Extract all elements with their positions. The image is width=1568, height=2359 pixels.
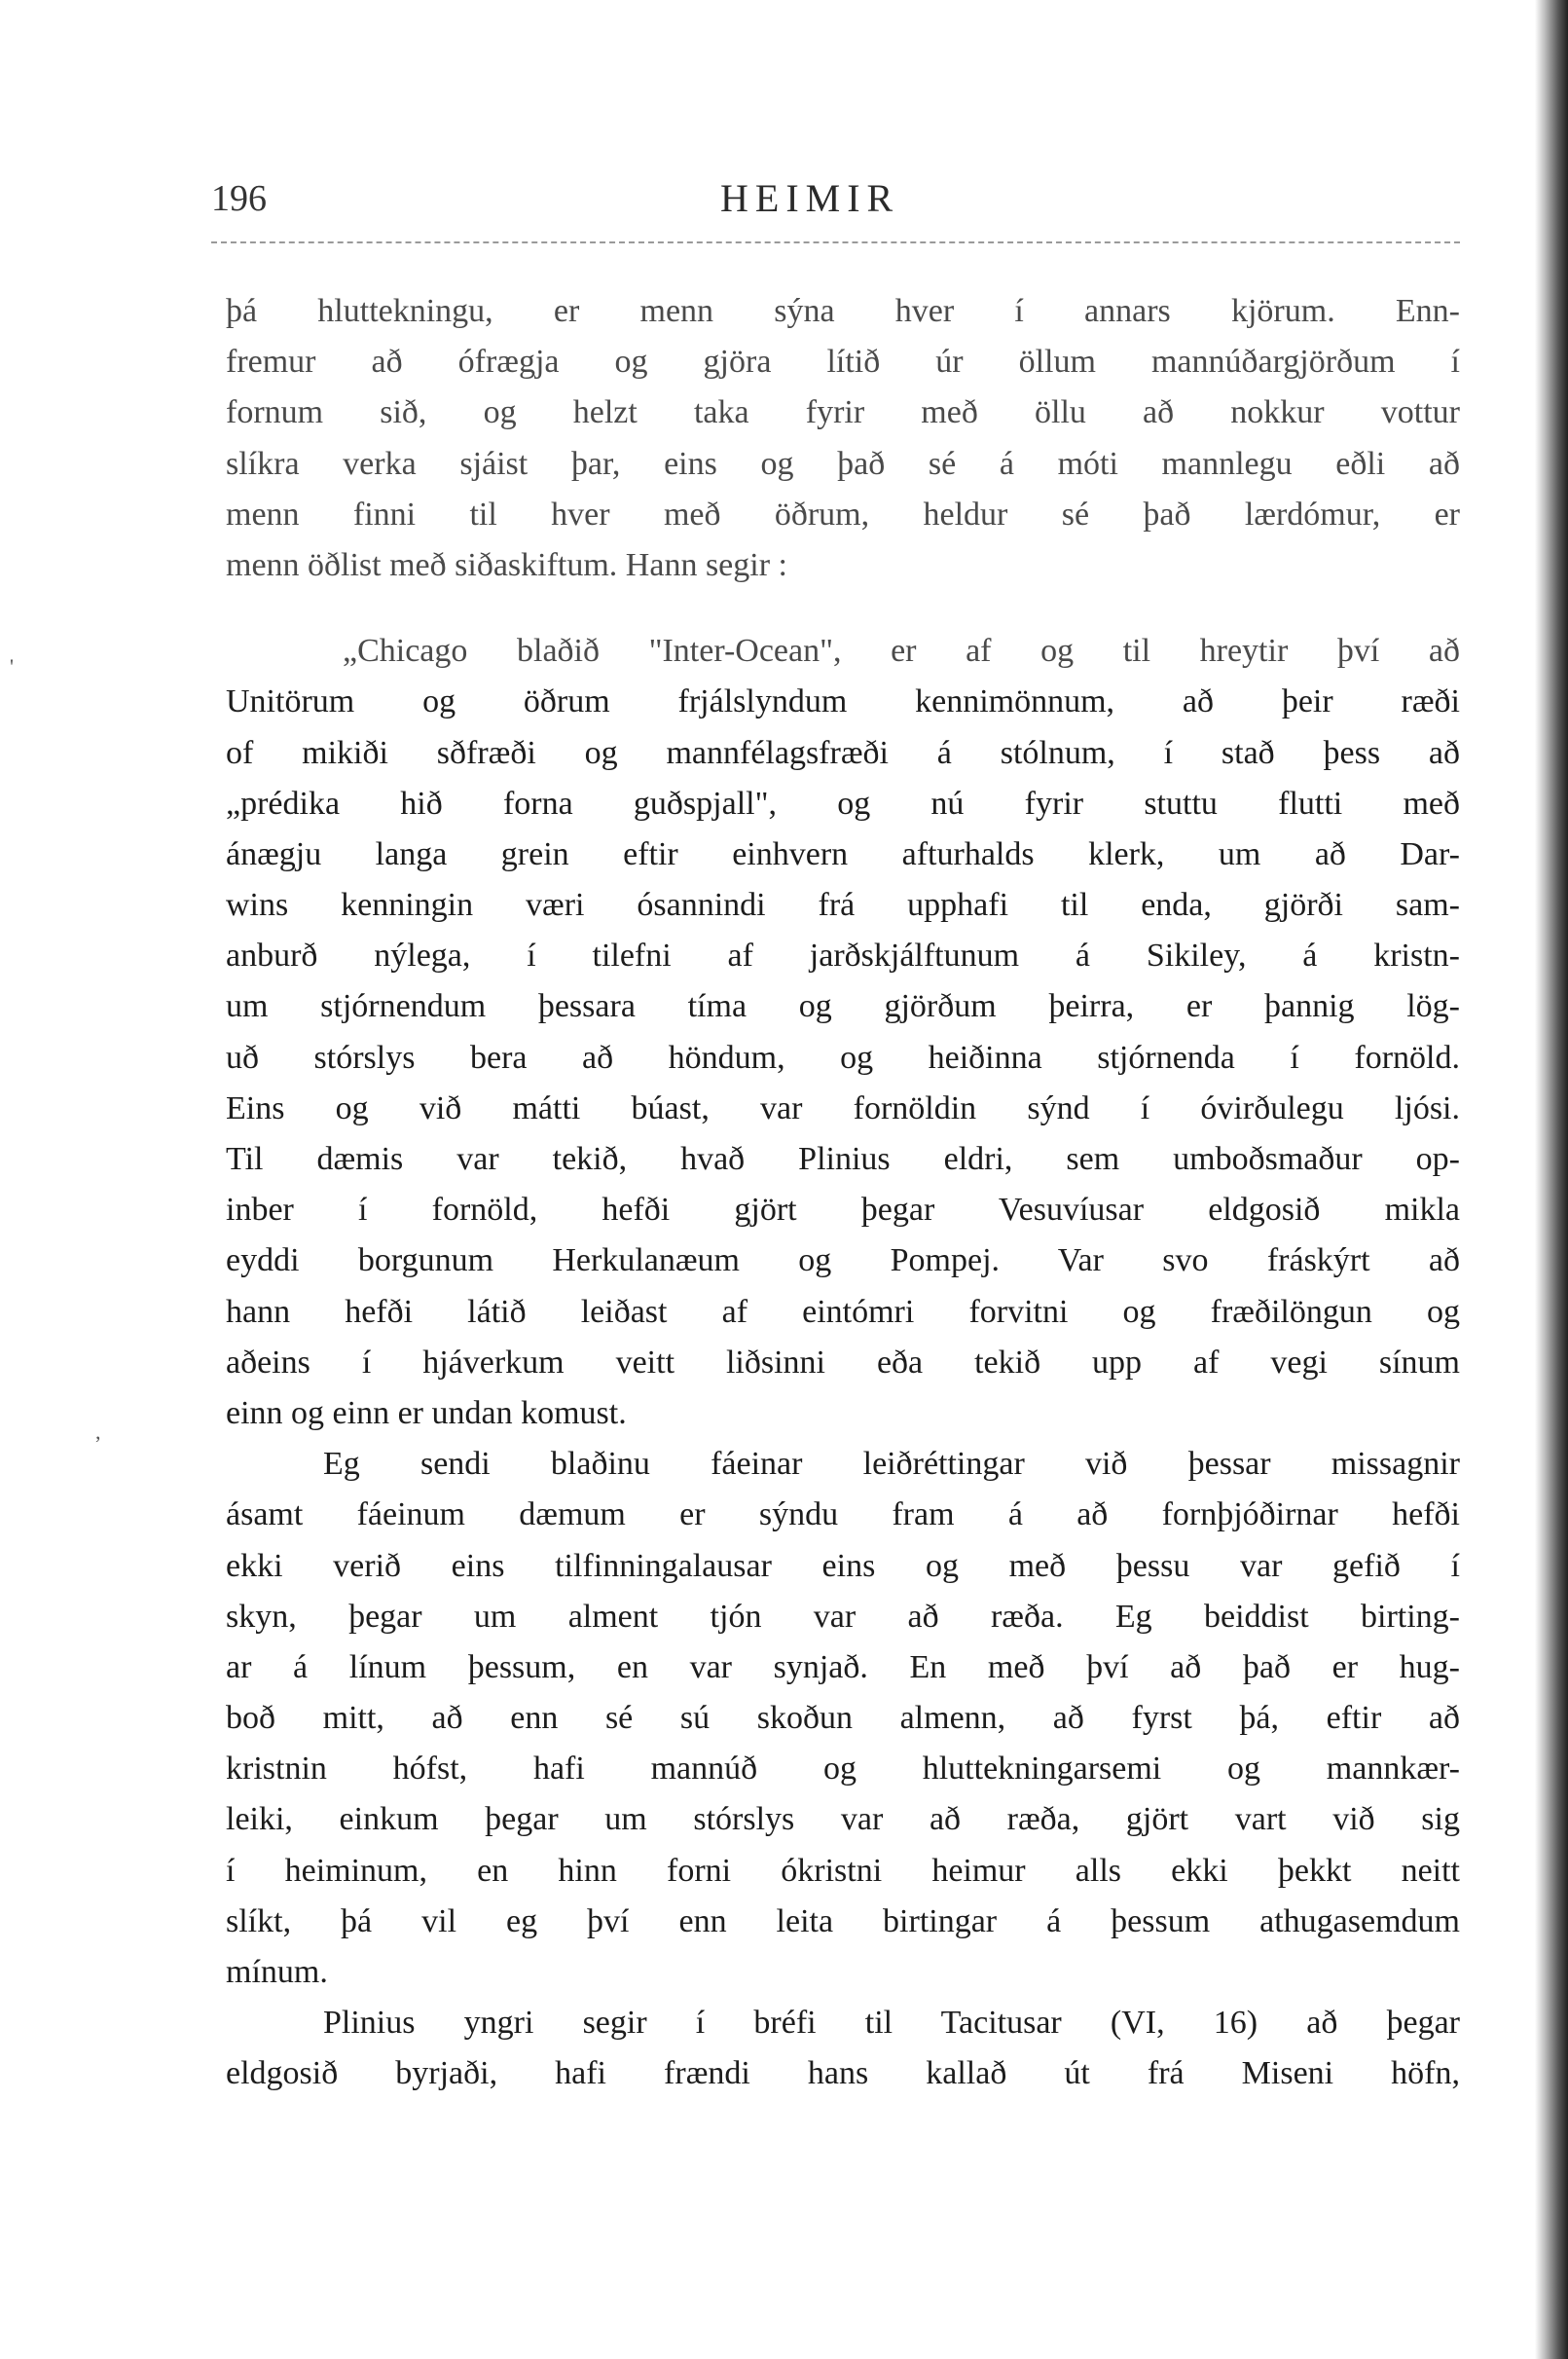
text-line: „prédika hið forna guðspjall", og nú fyrir stuttu flutti með [226, 785, 1460, 822]
text-line: í heiminum, en hinn forni ókristni heimur alls ekki þekkt neitt [226, 1852, 1460, 1889]
text-line: Plinius yngri segir í bréfi til Tacitusar (VI, 16) að þegar [323, 2005, 1460, 2042]
text-line: anburð nýlega, í tilefni af jarðskjálftunum á Sikiley, á kristn- [226, 938, 1460, 975]
text-line: Eins og við mátti búast, var fornöldin sýnd í óvirðulegu ljósi. [226, 1089, 1460, 1126]
text-line: um stjórnendum þessara tíma og gjörðum þeirra, er þannig lög- [226, 988, 1460, 1025]
text-line: aðeins í hjáverkum veitt liðsinni eða tekið upp af vegi sínum [226, 1344, 1460, 1381]
text-line: fornum sið, og helzt taka fyrir með öllu að nokkur vottur [226, 394, 1460, 431]
text-line: fremur að ófrægja og gjöra lítið úr öllum mannúðargjörðum í [226, 344, 1460, 381]
text-line: „Chicago blaðið "Inter-Ocean", er af og til hreytir því að [343, 633, 1460, 670]
text-line: kristnin hófst, hafi mannúð og hluttekningarsemi og mannkær- [226, 1751, 1460, 1788]
text-line: menn finni til hver með öðrum, heldur sé það lærdómur, er [226, 496, 1460, 533]
scan-speck: ' [10, 654, 14, 679]
text-line: wins kenningin væri ósannindi frá upphafi til enda, gjörði sam- [226, 887, 1460, 924]
text-line: inber í fornöld, hefði gjört þegar Vesuvíusar eldgosið mikla [226, 1192, 1460, 1229]
text-line: eldgosið byrjaði, hafi frændi hans kallað út frá Miseni höfn, [226, 2055, 1460, 2092]
text-line: boð mitt, að enn sé sú skoðun almenn, að fyrst þá, eftir að [226, 1700, 1460, 1737]
text-line: of mikiði sðfræði og mannfélagsfræði á stólnum, í stað þess að [226, 734, 1460, 771]
text-line: eyddi borgunum Herkulanæum og Pompej. Var svo fráskýrt að [226, 1242, 1460, 1279]
header-rule [211, 241, 1460, 243]
text-line: Eg sendi blaðinu fáeinar leiðréttingar við þessar missagnir [323, 1446, 1460, 1483]
running-head: HEIMIR [720, 176, 900, 220]
text-line: slíkra verka sjáist þar, eins og það sé á móti mannlegu eðli að [226, 445, 1460, 482]
text-line: ekki verið eins tilfinningalausar eins og með þessu var gefið í [226, 1547, 1460, 1584]
text-line: uð stórslys bera að höndum, og heiðinna stjórnenda í fornöld. [226, 1039, 1460, 1076]
text-line: skyn, þegar um alment tjón var að ræða. Eg beiddist birting- [226, 1598, 1460, 1635]
text-line: ásamt fáeinum dæmum er sýndu fram á að fornþjóðirnar hefði [226, 1496, 1460, 1533]
text-line: slíkt, þá vil eg því enn leita birtingar á þessum athugasemdum [226, 1902, 1460, 1939]
text-line: menn öðlist með siðaskiftum. Hann segir : [226, 546, 787, 583]
binding-shadow [1535, 0, 1568, 2359]
scan-speck: , [95, 1419, 101, 1444]
page-number: 196 [211, 178, 267, 219]
text-line: ar á línum þessum, en var synjað. En með því að það er hug- [226, 1648, 1460, 1685]
text-line: Til dæmis var tekið, hvað Plinius eldri, sem umboðsmaður op- [226, 1141, 1460, 1177]
paragraph-gap [226, 591, 1460, 626]
text-line: mínum. [226, 1954, 328, 1990]
text-line: ánægju langa grein eftir einhvern afturhalds klerk, um að Dar- [226, 835, 1460, 872]
body-text [226, 286, 1460, 2100]
text-line: þá hluttekningu, er menn sýna hver í annars kjörum. Enn- [226, 293, 1460, 329]
text-line: hann hefði látið leiðast af eintómri forvitni og fræðilöngun og [226, 1293, 1460, 1330]
text-line: Unitörum og öðrum frjálslyndum kennimönnum, að þeir ræði [226, 683, 1460, 720]
text-line: einn og einn er undan komust. [226, 1394, 627, 1431]
text-line: leiki, einkum þegar um stórslys var að ræða, gjört vart við sig [226, 1801, 1460, 1838]
